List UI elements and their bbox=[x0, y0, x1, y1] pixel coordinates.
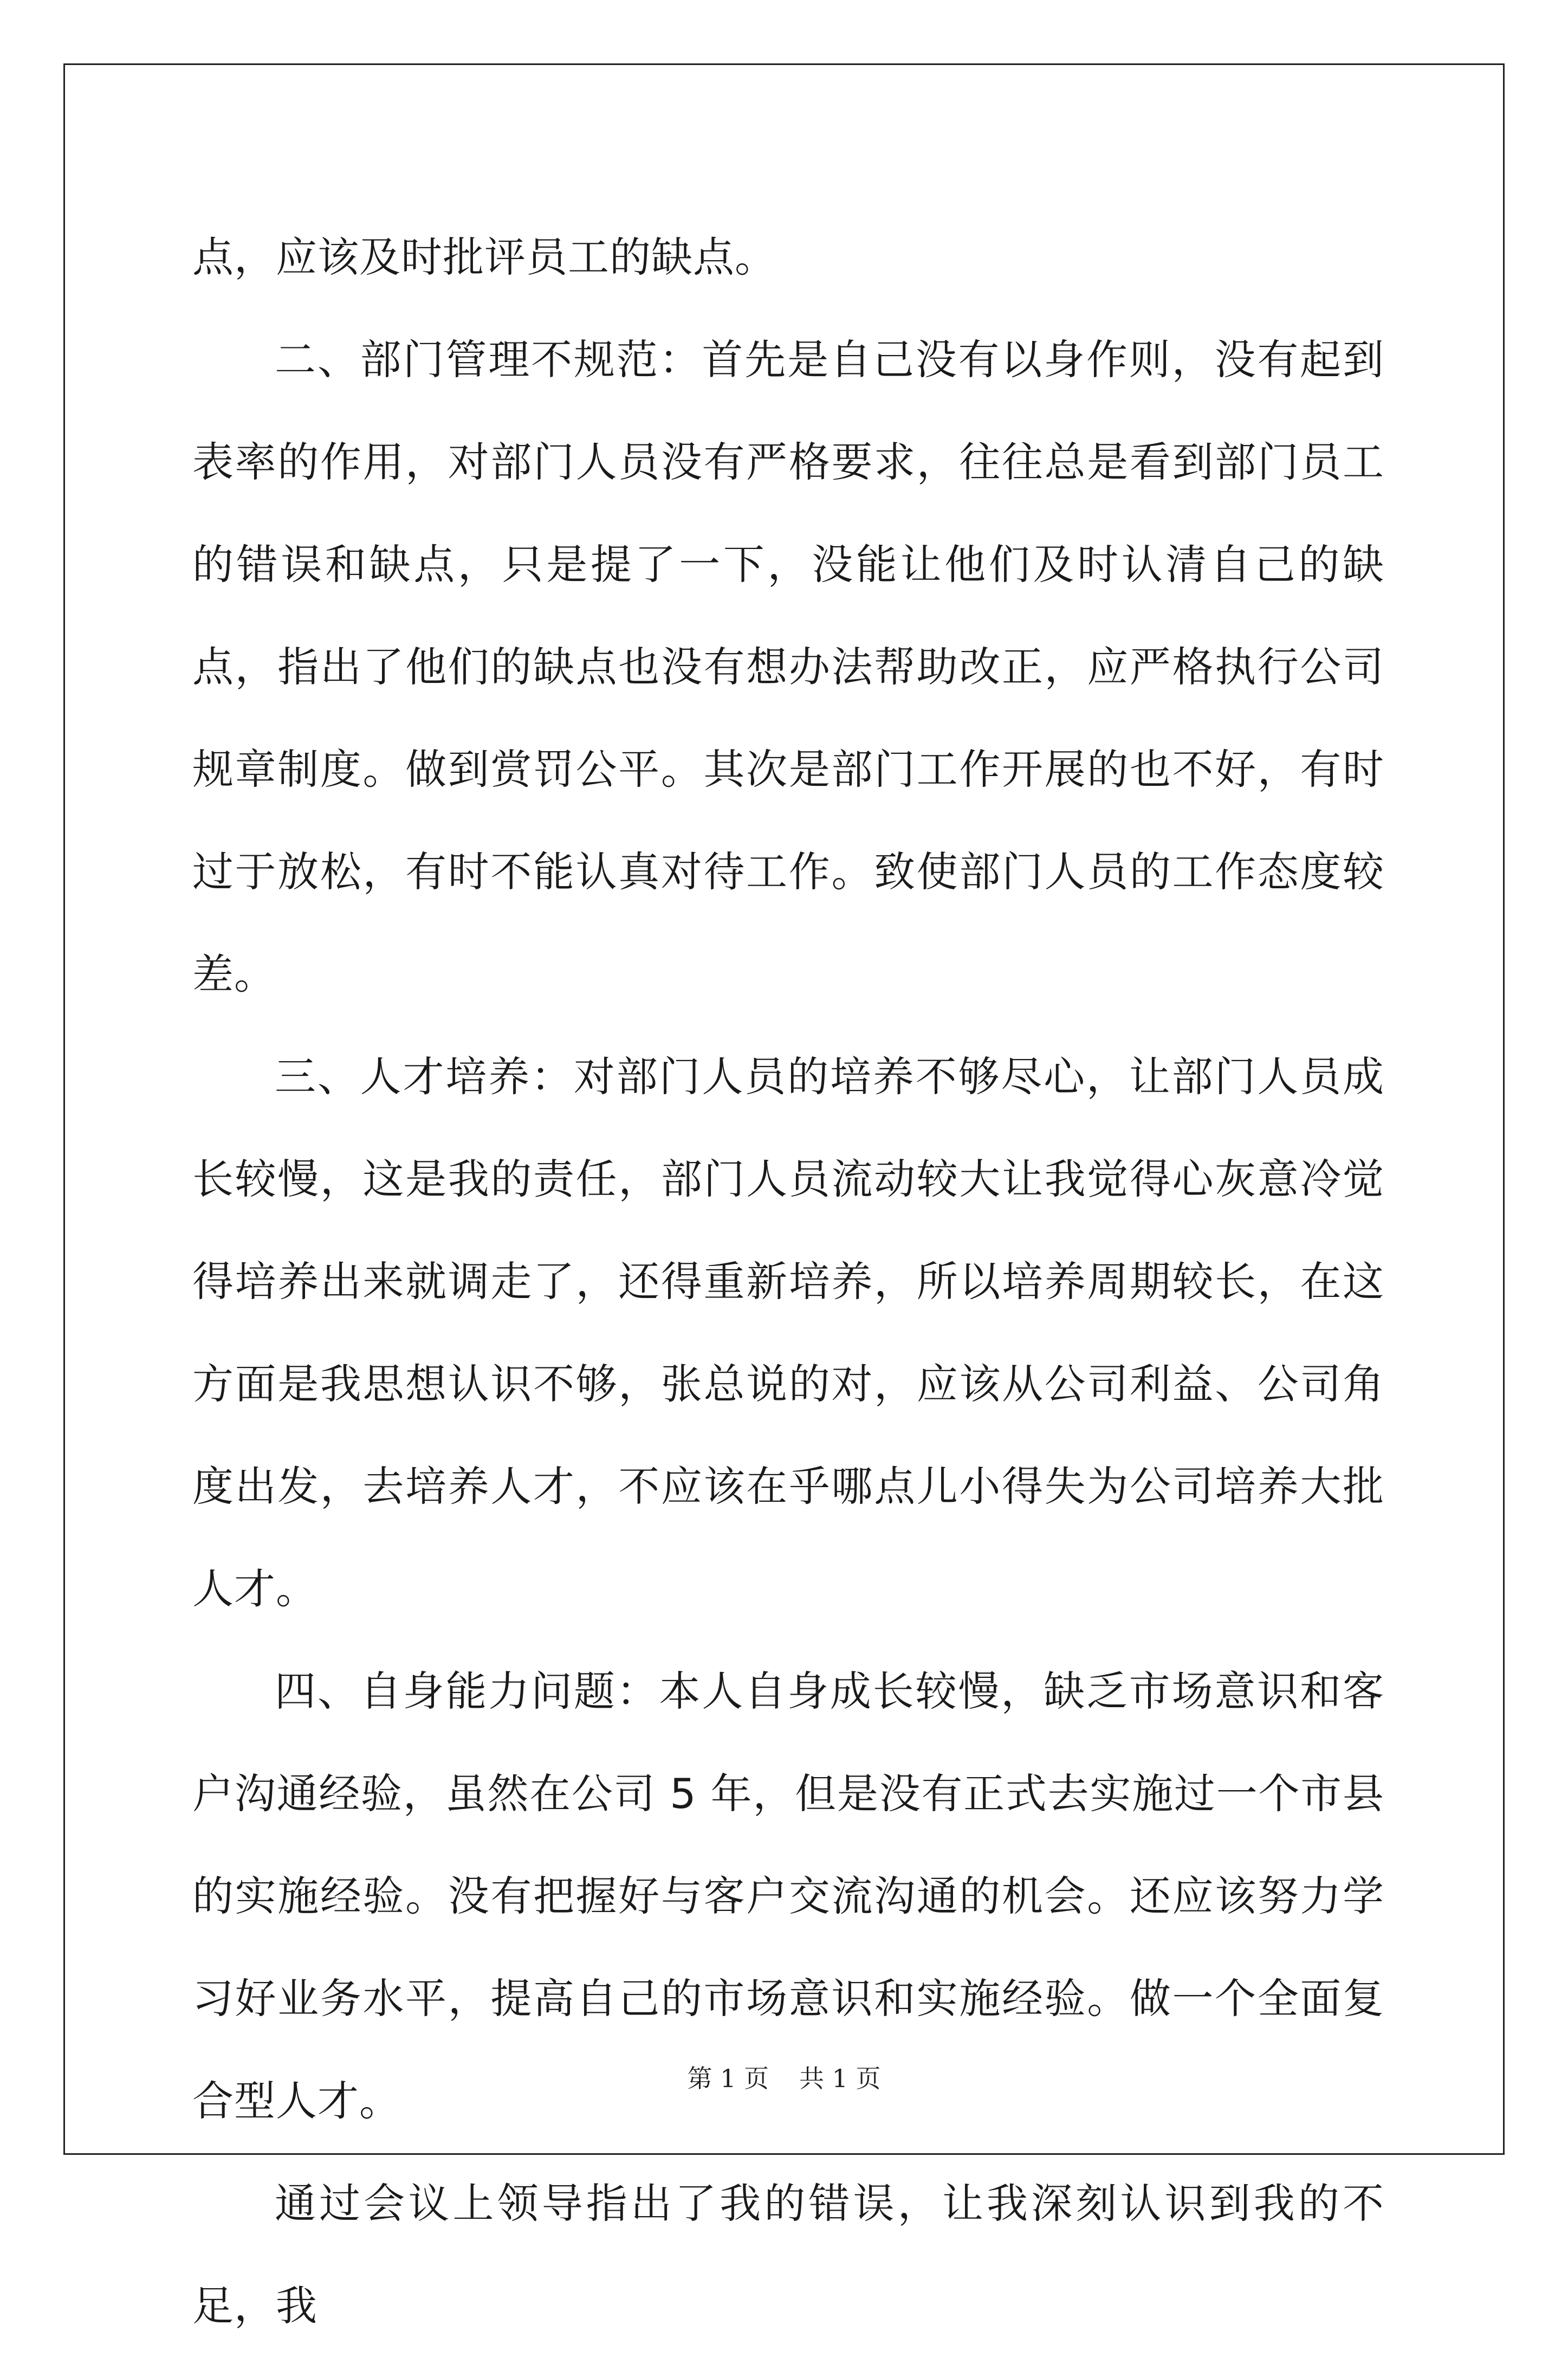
paragraph-3: 三、人才培养：对部门人员的培养不够尽心，让部门人员成长较慢，这是我的责任，部门人员流动较大让我觉得心灰意冷觉得培养出来就调走了，还得重新培养，所以培养周期较长，在这方面是我思想认识不够，张总说的对，应该从公司利益、公司角度出发，去培养人才，不应该在乎哪点儿小得失为公司培养大批人才。 bbox=[192, 1052, 1384, 1613]
page-footer bbox=[0, 2062, 1568, 2095]
page-number-total: 共 1 页 bbox=[799, 2064, 881, 2093]
paragraph-5: 通过会议上领导指出了我的错误，让我深刻认识到我的不足，我 bbox=[192, 2179, 1384, 2330]
paragraph-1: 点，应该及时批评员工的缺点。 bbox=[192, 233, 776, 281]
page-number-current: 第 1 页 bbox=[687, 2064, 769, 2093]
paragraph-4: 四、自身能力问题：本人自身成长较慢，缺乏市场意识和客户沟通经验，虽然在公司 5 年，但是没有正式去实施过一个市县的实施经验。没有把握好与客户交流沟通的机会。还应该努力学习好业务水平，提高自己的市场意识和实施经验。做一个全面复合型人才。 bbox=[192, 1667, 1384, 2125]
document-body bbox=[192, 206, 1384, 2357]
paragraph-2: 二、部门管理不规范：首先是自己没有以身作则，没有起到表率的作用，对部门人员没有严格要求，往往总是看到部门员工的错误和缺点，只是提了一下，没能让他们及时认清自己的缺点，指出了他们的缺点也没有想办法帮助改正，应严格执行公司规章制度。做到赏罚公平。其次是部门工作开展的也不好，有时过于放松，有时不能认真对待工作。致使部门人员的工作态度较差。 bbox=[192, 335, 1384, 998]
